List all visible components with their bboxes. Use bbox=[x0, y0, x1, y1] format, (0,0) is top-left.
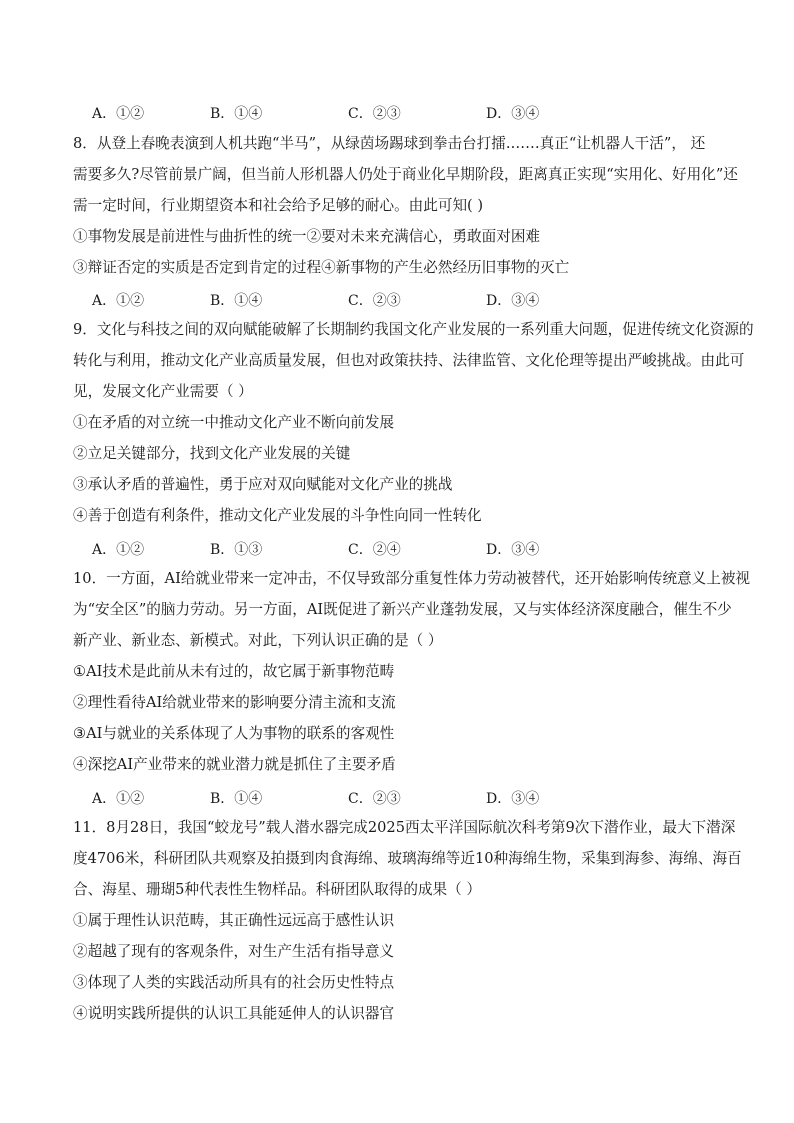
q8-option-d[interactable]: D．③④ bbox=[486, 293, 540, 309]
q9-statement-3: ③承认矛盾的普遍性，勇于应对双向赋能对文化产业的挑战 bbox=[73, 476, 453, 493]
q8-stem-line-2: 需要多久?尽管前景广阔，但当前人形机器人仍处于商业化早期阶段，距离真正实现“实用化、好用化”还 bbox=[73, 166, 738, 183]
q9-stem-line-3: 见，发展文化产业需要（ ） bbox=[73, 383, 253, 400]
q8-option-b[interactable]: B．①④ bbox=[210, 293, 263, 309]
q7-option-d[interactable]: D．③④ bbox=[486, 106, 540, 122]
q11-stem-line-2: 度4706米，科研团队共观察及拍摄到肉食海绵、玻璃海绵等近10种海绵生物，采集到海参、海绵、海百 bbox=[73, 850, 742, 867]
q9-statement-2: ②立足关键部分，找到文化产业发展的关键 bbox=[73, 445, 351, 462]
q11-stem-line-3: 合、海星、珊瑚5种代表性生物样品。科研团队取得的成果（ ） bbox=[73, 881, 481, 898]
q9-stem-line-1: 9．文化与科技之间的双向赋能破解了长期制约我国文化产业发展的一系列重大问题，促进传统文化资源的 bbox=[73, 321, 754, 338]
q9-statement-4: ④善于创造有利条件，推动文化产业发展的斗争性向同一性转化 bbox=[73, 507, 482, 524]
q10-option-c[interactable]: C．②③ bbox=[348, 791, 401, 807]
q10-option-d[interactable]: D．③④ bbox=[486, 791, 540, 807]
q8-stem-line-1: 8．从登上春晚表演到人机共跑“半马”，从绿茵场踢球到拳击台打擂.……真正“让机器人干活”， 还 bbox=[73, 135, 706, 152]
q10-stem-line-1: 10．一方面，AI给就业带来一定冲击，不仅导致部分重复性体力劳动被替代，还开始影响传统意义上被视 bbox=[73, 570, 751, 587]
q11-statement-1: ①属于理性认识范畴，其正确性远远高于感性认识 bbox=[73, 912, 395, 929]
q11-statement-4: ④说明实践所提供的认识工具能延伸人的认识器官 bbox=[73, 1005, 395, 1022]
q10-stem-line-3: 新产业、新业态、新模式。对此，下列认识正确的是（ ） bbox=[73, 632, 443, 649]
q9-option-a[interactable]: A．①② bbox=[92, 542, 145, 558]
q10-option-a[interactable]: A．①② bbox=[92, 791, 145, 807]
q9-statement-1: ①在矛盾的对立统一中推动文化产业不断向前发展 bbox=[73, 414, 395, 431]
q11-statement-3: ③体现了人类的实践活动所具有的社会历史性特点 bbox=[73, 974, 395, 991]
q10-stem-line-2: 为“安全区”的脑力劳动。另一方面，AI既促进了新兴产业蓬勃发展，又与实体经济深度融合，催生不少 bbox=[73, 601, 732, 618]
q10-statement-1: ①AI技术是此前从未有过的，故它属于新事物范畴 bbox=[73, 663, 395, 680]
q9-option-b[interactable]: B．①③ bbox=[210, 542, 263, 558]
q11-stem-line-1: 11．8月28日，我国“蛟龙号”载人潜水器完成2025西太平洋国际航次科考第9次下潜作业，最大下潜深 bbox=[73, 819, 736, 836]
q8-option-c[interactable]: C．②③ bbox=[348, 293, 401, 309]
q9-stem-line-2: 转化与利用，推动文化产业高质量发展，但也对政策扶持、法律监管、文化伦理等提出严峻挑战。由此可 bbox=[73, 352, 745, 369]
q10-statement-3: ③AI与就业的关系体现了人为事物的联系的客观性 bbox=[73, 725, 395, 742]
q8-statement-1: ①事物发展是前进性与曲折性的统一②要对未来充满信心，勇敢面对困难 bbox=[73, 228, 541, 245]
q7-option-c[interactable]: C．②③ bbox=[348, 106, 401, 122]
q10-option-b[interactable]: B．①④ bbox=[210, 791, 263, 807]
q9-option-d[interactable]: D．③④ bbox=[486, 542, 540, 558]
q10-statement-2: ②理性看待AI给就业带来的影响要分清主流和支流 bbox=[73, 694, 396, 711]
q10-statement-4: ④深挖AI产业带来的就业潜力就是抓住了主要矛盾 bbox=[73, 756, 396, 773]
q8-stem-line-3: 需一定时间，行业期望资本和社会给予足够的耐心。由此可知( ) bbox=[73, 197, 484, 214]
q9-option-c[interactable]: C．②④ bbox=[348, 542, 401, 558]
q8-statement-2: ③辩证否定的实质是否定到肯定的过程④新事物的产生必然经历旧事物的灭亡 bbox=[73, 259, 570, 276]
q7-option-b[interactable]: B．①④ bbox=[210, 106, 263, 122]
q11-statement-2: ②超越了现有的客观条件，对生产生活有指导意义 bbox=[73, 943, 395, 960]
q8-option-a[interactable]: A．①② bbox=[92, 293, 145, 309]
q7-option-a[interactable]: A．①② bbox=[92, 106, 145, 122]
